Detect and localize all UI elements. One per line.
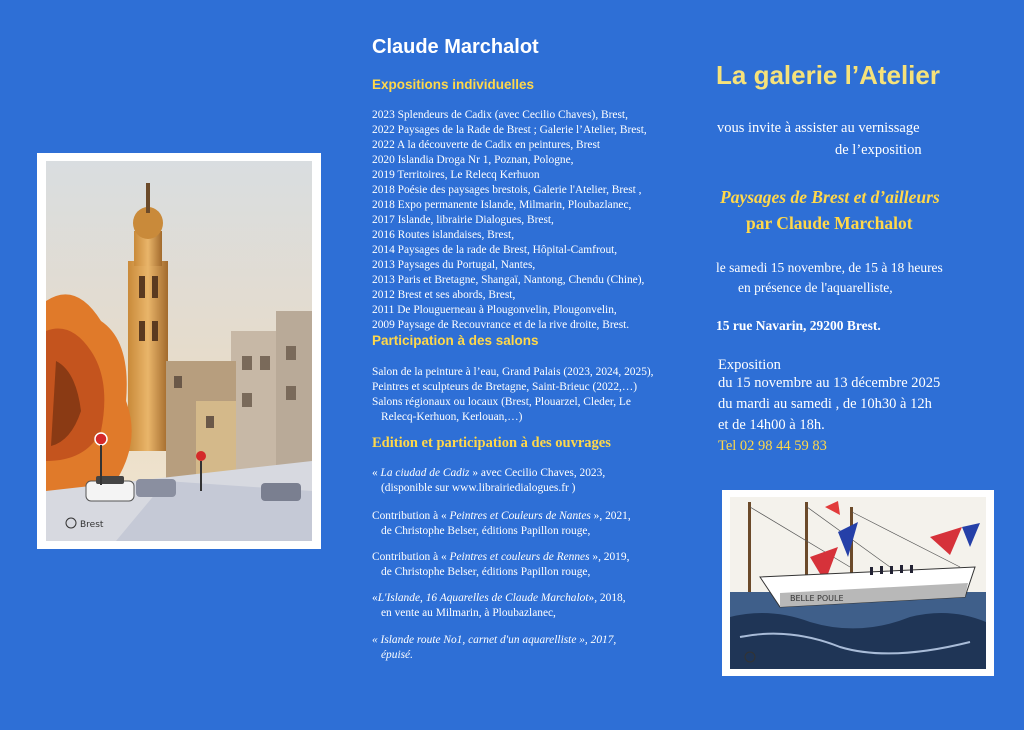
book-detail: épuisé. — [381, 649, 413, 661]
book-title: La ciudad de Cadiz — [380, 467, 470, 479]
exhibition-hours: du mardi au samedi , de 10h30 à 12h — [718, 396, 932, 412]
gallery-title: La galerie l’Atelier — [716, 60, 940, 90]
book-text: Contribution à « — [372, 551, 450, 563]
solo-exhibitions-heading: Expositions individuelles — [372, 77, 535, 92]
opening-note: en présence de l'aquarelliste, — [738, 280, 893, 295]
salons-paragraph — [372, 365, 654, 425]
artist-name: Claude Marchalot — [372, 36, 539, 58]
list-item: 2011 De Plouguerneau à Plougonvelin, Plougonvelin, — [372, 304, 617, 316]
list-item: 2018 Expo permanente Islande, Milmarin, Ploubazlanec, — [372, 199, 632, 211]
book-title: Peintres et couleurs de Rennes — [449, 551, 590, 563]
exhibition-dates: du 15 novembre au 13 décembre 2025 — [718, 375, 941, 391]
list-item: 2014 Paysages de la rade de Brest, Hôpital-Camfrout, — [372, 244, 618, 256]
book-text: », 2021, — [590, 510, 631, 522]
salon-line: Salons régionaux ou locaux (Brest, Plouarzel, Cleder, Le — [372, 396, 631, 408]
watercolor-ship-image — [730, 497, 986, 669]
book-detail: de Christophe Belser, éditions Papillon rouge, — [381, 525, 591, 537]
painting-sailing-ship — [722, 490, 994, 676]
book-text: « — [372, 467, 381, 479]
list-item: 2023 Splendeurs de Cadix (avec Cecilio Chaves), Brest, — [372, 109, 628, 121]
book-entry — [372, 633, 616, 663]
book-detail: en vente au Milmarin, à Ploubazlanec, — [381, 607, 556, 619]
painting-brest-street — [37, 153, 321, 549]
list-item: 2022 A la découverte de Cadix en peintures, Brest — [372, 139, 601, 151]
book-title: « Islande route No1, carnet d'un aquarelliste », 2017, — [372, 634, 617, 646]
salon-line: Peintres et sculpteurs de Bretagne, Saint-Brieuc (2022,…) — [372, 381, 638, 393]
invite-line: vous invite à assister au vernissage — [717, 120, 920, 136]
list-item: 2018 Poésie des paysages brestois, Galerie l'Atelier, Brest , — [372, 184, 642, 196]
book-text: « — [372, 592, 378, 604]
list-item: 2013 Paysages du Portugal, Nantes, — [372, 259, 536, 271]
painting-signature: Brest — [80, 520, 104, 530]
ship-name: BELLE POULE — [790, 594, 844, 603]
book-title: Peintres et Couleurs de Nantes — [449, 510, 591, 522]
book-detail: de Christophe Belser, éditions Papillon rouge, — [381, 566, 591, 578]
book-text: », 2019, — [589, 551, 630, 563]
watercolor-street-image — [46, 161, 312, 541]
opening-date: le samedi 15 novembre, de 15 à 18 heures — [716, 260, 943, 275]
book-text: » avec Cecilio Chaves, 2023, — [469, 467, 606, 479]
list-item: 2022 Paysages de la Rade de Brest ; Galerie l’Atelier, Brest, — [372, 124, 647, 136]
salon-line: Relecq-Kerhuon, Kerlouan,…) — [381, 411, 523, 423]
book-text: Contribution à « — [372, 510, 450, 522]
exhibition-title: Paysages de Brest et d’ailleurs — [720, 187, 940, 207]
list-item: 2020 Islandia Droga Nr 1, Poznan, Pologne, — [372, 154, 574, 166]
invite-line: de l’exposition — [835, 142, 922, 158]
list-item: 2016 Routes islandaises, Brest, — [372, 229, 515, 241]
salons-heading: Participation à des salons — [372, 333, 539, 348]
list-item: 2017 Islande, librairie Dialogues, Brest, — [372, 214, 554, 226]
exhibition-author: par Claude Marchalot — [746, 213, 913, 233]
list-item: 2009 Paysage de Recouvrance et de la rive droite, Brest. — [372, 319, 630, 331]
book-entry — [372, 466, 605, 496]
book-entry — [372, 550, 629, 580]
books-heading: Edition et participation à des ouvrages — [372, 435, 611, 451]
book-title: L'Islande, 16 Aquarelles de Claude Marchalot — [377, 592, 589, 604]
gallery-address: 15 rue Navarin, 29200 Brest. — [716, 318, 881, 333]
book-detail: (disponible sur www.librairiedialogues.fr ) — [381, 482, 576, 494]
exhibition-hours: et de 14h00 à 18h. — [718, 417, 825, 433]
list-item: 2013 Paris et Bretagne, Shangaï, Nantong, Chendu (Chine), — [372, 274, 645, 286]
gallery-phone: Tel 02 98 44 59 83 — [718, 438, 827, 454]
book-text: », 2018, — [588, 592, 626, 604]
exhibition-label: Exposition — [718, 357, 781, 373]
book-entry — [372, 591, 626, 621]
salon-line: Salon de la peinture à l’eau, Grand Palais (2023, 2024, 2025), — [372, 366, 654, 378]
book-entry — [372, 509, 631, 539]
list-item: 2012 Brest et ses abords, Brest, — [372, 289, 516, 301]
solo-exhibitions-list — [372, 108, 647, 333]
list-item: 2019 Territoires, Le Relecq Kerhuon — [372, 169, 540, 181]
